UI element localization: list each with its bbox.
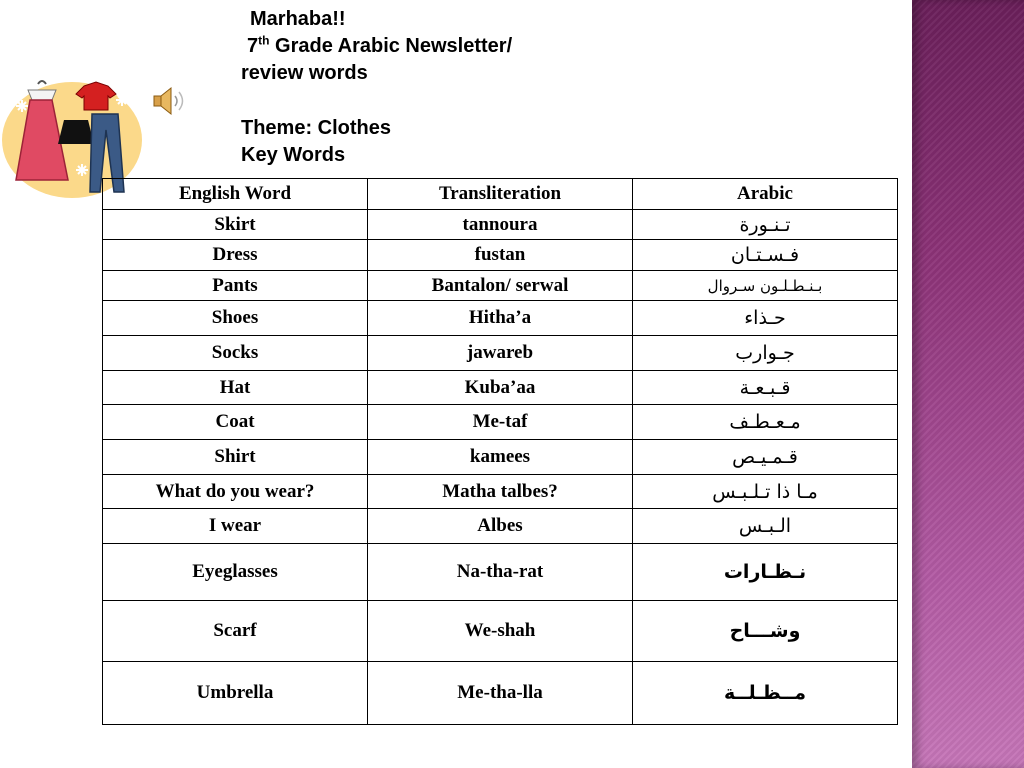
arabic-cell: تـنـورة — [633, 210, 898, 240]
grade-number: 7 — [247, 35, 259, 57]
english-cell: Hat — [103, 371, 368, 405]
transliteration-cell: Me-taf — [368, 405, 633, 440]
speaker-icon[interactable] — [152, 86, 186, 116]
table-row — [103, 336, 898, 371]
newsletter-title — [241, 33, 512, 60]
column-header-arabic: Arabic — [633, 179, 898, 210]
english-cell: I wear — [103, 509, 368, 544]
table-row — [103, 240, 898, 271]
english-cell: Socks — [103, 336, 368, 371]
table-row — [103, 509, 898, 544]
transliteration-cell: Matha talbes? — [368, 475, 633, 509]
arabic-cell: الـبـس — [633, 509, 898, 544]
arabic-cell: نـظـارات — [633, 544, 898, 601]
transliteration-cell: Bantalon/ serwal — [368, 271, 633, 301]
transliteration-cell: We-shah — [368, 601, 633, 662]
english-cell: Umbrella — [103, 662, 368, 725]
header-spacer — [241, 87, 512, 115]
transliteration-cell: Na-tha-rat — [368, 544, 633, 601]
newsletter-header — [241, 6, 512, 169]
english-cell: Shoes — [103, 301, 368, 336]
table-row — [103, 662, 898, 725]
table-row — [103, 475, 898, 509]
english-cell: Coat — [103, 405, 368, 440]
greeting: Marhaba!! — [250, 8, 346, 30]
transliteration-cell: jawareb — [368, 336, 633, 371]
vocabulary-table — [102, 178, 898, 725]
english-cell: Scarf — [103, 601, 368, 662]
arabic-cell: مـا ذا تـلـبـس — [633, 475, 898, 509]
arabic-cell: وشـــاح — [633, 601, 898, 662]
english-cell: Dress — [103, 240, 368, 271]
arabic-cell: قـبـعـة — [633, 371, 898, 405]
table-row — [103, 210, 898, 240]
table-row — [103, 271, 898, 301]
column-header-transliteration: Transliteration — [368, 179, 633, 210]
transliteration-cell: Kuba’aa — [368, 371, 633, 405]
english-cell: Shirt — [103, 440, 368, 475]
transliteration-cell: tannoura — [368, 210, 633, 240]
table-row — [103, 371, 898, 405]
arabic-cell: جـوارب — [633, 336, 898, 371]
table-row — [103, 544, 898, 601]
transliteration-cell: Albes — [368, 509, 633, 544]
arabic-cell: مــظـلــة — [633, 662, 898, 725]
column-header-english: English Word — [103, 179, 368, 210]
english-cell: What do you wear? — [103, 475, 368, 509]
grade-suffix: th — [258, 33, 270, 48]
newsletter-subtitle: review words — [241, 62, 368, 84]
english-cell: Eyeglasses — [103, 544, 368, 601]
arabic-cell: فـسـتـان — [633, 240, 898, 271]
transliteration-cell: Me-tha-lla — [368, 662, 633, 725]
table-row — [103, 301, 898, 336]
table-header-row — [103, 179, 898, 210]
arabic-cell: بـنـطـلـون سـروال — [633, 271, 898, 301]
arabic-cell: حـذاء — [633, 301, 898, 336]
english-cell: Pants — [103, 271, 368, 301]
transliteration-cell: kamees — [368, 440, 633, 475]
key-words-label: Key Words — [241, 144, 346, 166]
transliteration-cell: fustan — [368, 240, 633, 271]
arabic-cell: مـعـطـف — [633, 405, 898, 440]
theme-label: Theme: Clothes — [241, 117, 392, 139]
decorative-side-panel — [912, 0, 1024, 768]
arabic-cell: قـمـيـص — [633, 440, 898, 475]
table-row — [103, 440, 898, 475]
english-cell: Skirt — [103, 210, 368, 240]
table-row — [103, 601, 898, 662]
transliteration-cell: Hitha’a — [368, 301, 633, 336]
table-row — [103, 405, 898, 440]
title-rest: Grade Arabic Newsletter/ — [269, 35, 513, 57]
